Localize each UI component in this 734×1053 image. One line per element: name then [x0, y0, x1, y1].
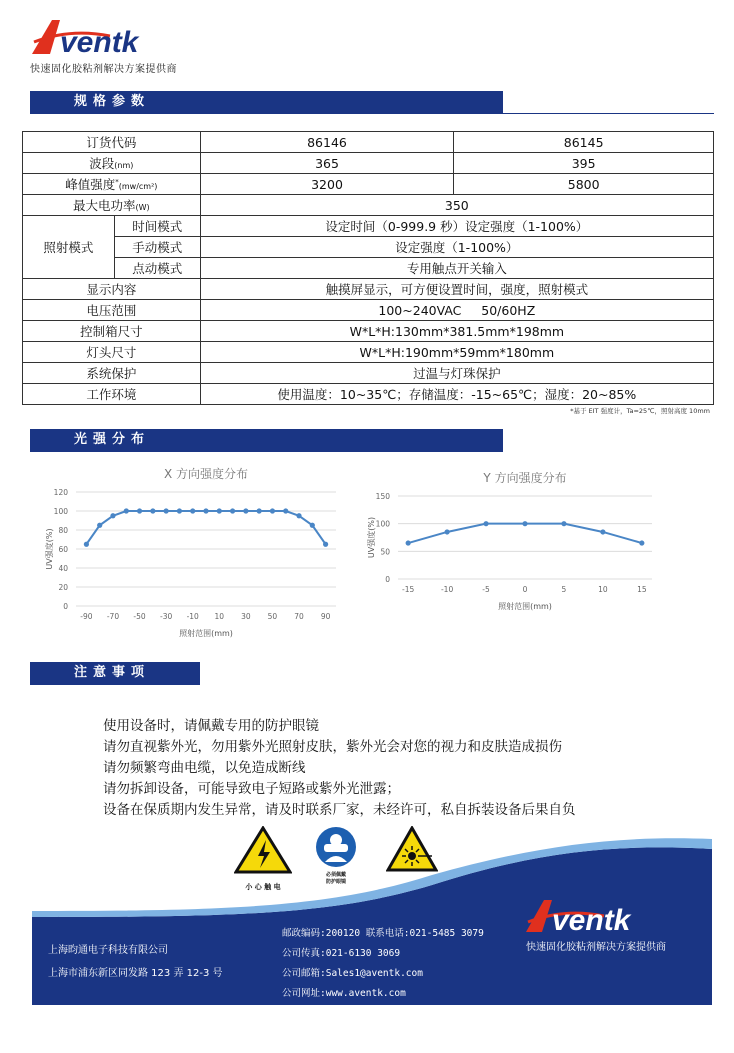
row-label: 照射模式 — [23, 216, 115, 279]
x-tick-label: -50 — [133, 612, 146, 621]
row-label: 工作环境 — [23, 384, 201, 405]
row-label: 系统保护 — [23, 363, 201, 384]
electric-warning-sign: 小 心 触 电 — [234, 826, 292, 892]
y-tick-label: 100 — [53, 507, 68, 516]
mode-name: 点动模式 — [114, 258, 200, 279]
footer-logo — [524, 896, 694, 936]
x-axis-label: 照射范围(mm) — [498, 602, 552, 611]
svg-text:ventk: ventk — [552, 904, 631, 936]
footer-postcode-phone: 邮政编码:200120 联系电话:021-5485 3079 — [282, 928, 484, 939]
y-axis-label: UV强度(%) — [367, 516, 376, 559]
x-tick-label: 90 — [320, 612, 331, 621]
data-point — [283, 508, 288, 513]
data-point — [323, 542, 328, 547]
table-row — [23, 321, 714, 342]
data-point — [270, 508, 275, 513]
x-tick-label: 15 — [637, 585, 647, 594]
table-row — [23, 195, 714, 216]
mode-name: 手动模式 — [114, 237, 200, 258]
table-row — [23, 384, 714, 405]
data-point — [150, 508, 155, 513]
data-point — [137, 508, 142, 513]
table-row — [23, 237, 714, 258]
svg-text:ventk: ventk — [60, 26, 139, 58]
cell-value: 3200 — [200, 174, 454, 195]
cell-value: 86145 — [454, 132, 714, 153]
chart-title: Y 方向强度分布 — [483, 472, 567, 485]
x-axis-label: 照射范围(mm) — [179, 629, 233, 638]
cell-value: 86146 — [200, 132, 454, 153]
notice-item: 设备在保质期内发生异常，请及时联系厂家，未经许可，私自拆装设备后果自负 — [103, 802, 576, 818]
table-row — [23, 216, 714, 237]
table-row — [23, 363, 714, 384]
row-label: 订货代码 — [23, 132, 201, 153]
data-point — [600, 529, 605, 534]
data-point — [190, 508, 195, 513]
notice-item: 请勿频繁弯曲电缆，以免造成断线 — [103, 760, 306, 776]
row-label: 控制箱尺寸 — [23, 321, 201, 342]
y-tick-label: 80 — [58, 526, 68, 535]
cell-value: 设定强度（1-100%） — [200, 237, 713, 258]
x-tick-label: 30 — [241, 612, 251, 621]
series-line — [86, 511, 325, 544]
cell-value: 使用温度：10~35℃；存储温度：-15~65℃；湿度：20~85% — [200, 384, 713, 405]
cell-value: W*L*H:190mm*59mm*180mm — [200, 342, 713, 363]
spec-table — [22, 131, 714, 405]
data-point — [110, 513, 115, 518]
footer-address: 上海市浦东新区同发路 123 弄 12-3 号 — [48, 968, 223, 979]
row-label: 电压范围 — [23, 300, 201, 321]
data-point — [296, 513, 301, 518]
x-tick-label: -30 — [160, 612, 173, 621]
brand-tagline: 快速固化胶粘剂解决方案提供商 — [30, 64, 177, 75]
row-label: 灯头尺寸 — [23, 342, 201, 363]
x-tick-label: 0 — [522, 585, 528, 594]
y-tick-label: 20 — [58, 583, 68, 592]
y-tick-label: 100 — [375, 519, 390, 529]
y-tick-label: 50 — [380, 547, 390, 557]
data-point — [406, 540, 411, 545]
y-tick-label: 60 — [58, 545, 68, 554]
series-line — [408, 524, 642, 543]
x-tick-label: 5 — [561, 585, 567, 594]
table-row — [23, 153, 714, 174]
chart-title: X 方向强度分布 — [163, 467, 249, 481]
data-point — [561, 521, 566, 526]
x-tick-label: 70 — [294, 612, 304, 621]
protective-goggles-icon — [315, 826, 357, 868]
section-header-light: 光强分布 — [30, 429, 503, 451]
x-tick-label: -10 — [440, 585, 454, 594]
x-tick-label: 50 — [267, 612, 278, 621]
footer-company: 上海昀通电子科技有限公司 — [48, 945, 168, 956]
data-point — [483, 521, 488, 526]
section-divider — [30, 113, 714, 114]
data-point — [445, 529, 450, 534]
cell-value: 5800 — [454, 174, 714, 195]
brand-logo — [30, 14, 190, 58]
y-tick-label: 120 — [53, 488, 68, 497]
data-point — [177, 508, 182, 513]
cell-value: 100~240VAC 50/60HZ — [200, 300, 713, 321]
cell-value: 专用触点开关输入 — [200, 258, 713, 279]
cell-value: 过温与灯珠保护 — [200, 363, 713, 384]
data-point — [203, 508, 208, 513]
data-point — [124, 508, 129, 513]
spec-footnote: *基于 EIT 强度计，Ta=25℃，照射高度 10mm — [570, 407, 710, 415]
high-voltage-icon — [234, 826, 292, 876]
chart-x-distribution — [40, 458, 340, 648]
chart-y-svg — [362, 472, 662, 622]
x-tick-label: -70 — [106, 612, 120, 621]
chart-x-svg — [40, 458, 340, 648]
data-point — [217, 508, 222, 513]
data-point — [84, 542, 89, 547]
table-row — [23, 300, 714, 321]
x-tick-label: -90 — [80, 612, 93, 621]
section-header-notice: 注意事项 — [30, 662, 200, 684]
x-tick-label: -5 — [482, 585, 490, 594]
data-point — [243, 508, 248, 513]
x-tick-label: -10 — [186, 612, 199, 621]
data-point — [97, 523, 102, 528]
table-row — [23, 342, 714, 363]
y-tick-label: 150 — [375, 492, 390, 501]
footer-website[interactable]: 公司网址:www.aventk.com — [282, 988, 406, 999]
footer-tagline: 快速固化胶粘剂解决方案提供商 — [526, 942, 666, 953]
data-point — [257, 508, 262, 513]
cell-value: W*L*H:130mm*381.5mm*198mm — [200, 321, 713, 342]
cell-value: 触摸屏显示，可方便设置时间，强度，照射模式 — [200, 279, 713, 300]
row-label: 最大电功率(W) — [23, 195, 201, 216]
cell-value: 设定时间（0-999.9 秒）设定强度（1-100%） — [200, 216, 713, 237]
x-tick-label: 10 — [214, 612, 225, 621]
data-point — [639, 540, 644, 545]
data-point — [310, 523, 315, 528]
footer-fax: 公司传真:021-6130 3069 — [282, 948, 401, 959]
data-point — [164, 508, 169, 513]
y-tick-label: 0 — [63, 602, 68, 611]
y-tick-label: 40 — [58, 564, 68, 573]
laser-warning-sign — [386, 826, 438, 876]
table-row — [23, 132, 714, 153]
table-row — [23, 258, 714, 279]
row-label: 显示内容 — [23, 279, 201, 300]
section-divider — [30, 451, 503, 452]
cell-value: 350 — [200, 195, 713, 216]
footer-email[interactable]: 公司邮箱:Sales1@aventk.com — [282, 968, 423, 979]
notice-item: 请勿拆卸设备，可能导致电子短路或紫外光泄露； — [103, 781, 400, 797]
data-point — [230, 508, 235, 513]
y-tick-label: 0 — [385, 575, 390, 584]
chart-y-distribution — [362, 472, 662, 622]
cell-value: 365 — [200, 153, 454, 174]
cell-value: 395 — [454, 153, 714, 174]
row-label: 波段(nm) — [23, 153, 201, 174]
notice-item: 请勿直视紫外光，勿用紫外光照射皮肤，紫外光会对您的视力和皮肤造成损伤 — [103, 739, 562, 755]
data-point — [522, 521, 527, 526]
x-tick-label: 10 — [598, 585, 608, 594]
x-tick-label: -15 — [402, 585, 415, 594]
row-label: 峰值强度*(mw/cm²) — [23, 174, 201, 195]
notice-item: 使用设备时，请佩戴专用的防护眼镜 — [103, 718, 319, 734]
notice-list — [103, 716, 576, 821]
y-axis-label: UV强度(%) — [45, 528, 54, 570]
goggles-sign: 必须佩戴 防护眼镜 — [314, 826, 358, 886]
table-row — [23, 279, 714, 300]
mode-name: 时间模式 — [114, 216, 200, 237]
section-divider — [30, 684, 200, 685]
section-header-spec: 规格参数 — [30, 91, 503, 113]
table-row — [23, 174, 714, 195]
laser-radiation-icon — [386, 826, 438, 872]
